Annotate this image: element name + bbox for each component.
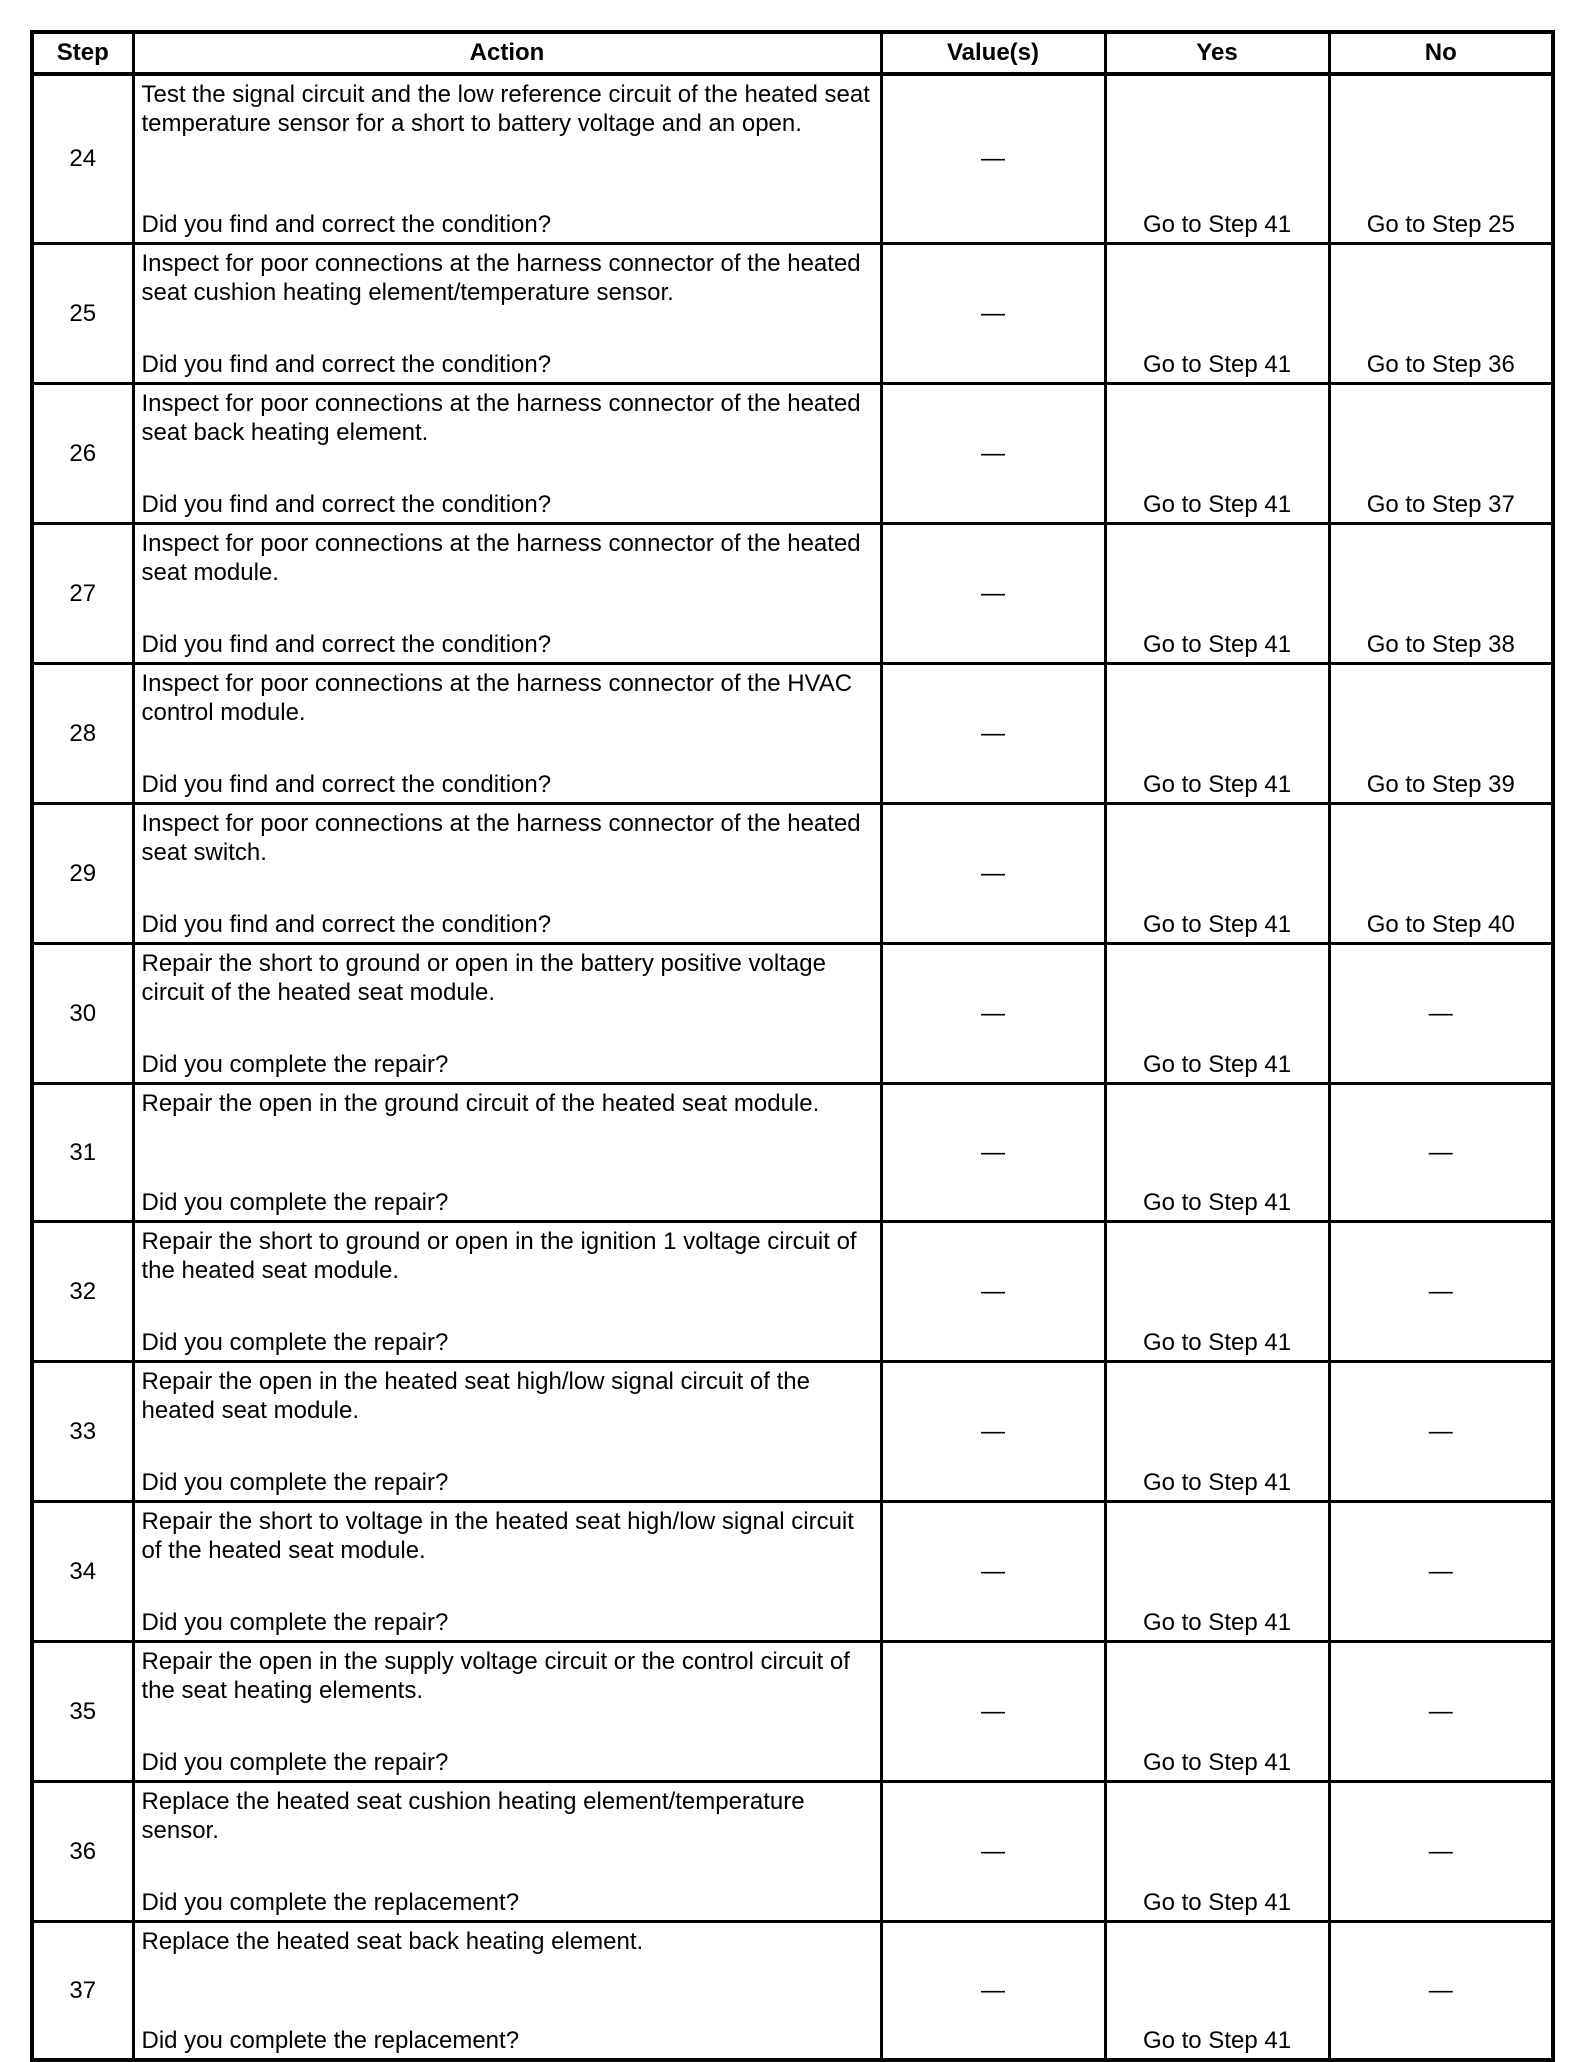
action-text: Repair the short to voltage in the heated seat high/low signal circuit of the heated seat module.	[141, 1508, 854, 1564]
table-row	[32, 1642, 1553, 1782]
action-question: Did you find and correct the condition?	[141, 771, 552, 798]
value-cell: —	[881, 524, 1105, 664]
yes-goto: Go to Step 41	[1142, 1329, 1292, 1356]
yes-cell	[1105, 1222, 1329, 1362]
action-question: Did you complete the repair?	[141, 1051, 449, 1078]
no-cell: —	[1329, 1084, 1553, 1222]
action-text: Test the signal circuit and the low reference circuit of the heated seat temperature sensor for a short to battery voltage and an open.	[141, 81, 870, 137]
yes-cell	[1105, 664, 1329, 804]
step-number: 29	[32, 804, 133, 944]
table-row	[32, 1502, 1553, 1642]
step-number: 35	[32, 1642, 133, 1782]
no-cell	[1329, 384, 1553, 524]
no-goto: Go to Step 37	[1366, 491, 1515, 518]
no-goto: Go to Step 38	[1366, 631, 1515, 658]
header-no: No	[1329, 32, 1553, 74]
value-cell: —	[881, 664, 1105, 804]
no-goto: Go to Step 25	[1366, 211, 1515, 238]
action-question: Did you find and correct the condition?	[141, 351, 552, 378]
value-cell: —	[881, 944, 1105, 1084]
value-cell: —	[881, 1222, 1105, 1362]
action-cell	[133, 1922, 881, 2061]
value-cell: —	[881, 1782, 1105, 1922]
yes-cell	[1105, 1782, 1329, 1922]
action-cell	[133, 1642, 881, 1782]
yes-cell	[1105, 1922, 1329, 2061]
step-number: 30	[32, 944, 133, 1084]
action-cell	[133, 664, 881, 804]
table-row	[32, 74, 1553, 244]
no-goto: Go to Step 36	[1366, 351, 1515, 378]
yes-goto: Go to Step 41	[1142, 211, 1292, 238]
action-question: Did you find and correct the condition?	[141, 911, 552, 938]
yes-goto: Go to Step 41	[1142, 631, 1292, 658]
action-cell	[133, 944, 881, 1084]
step-number: 37	[32, 1922, 133, 2061]
action-text: Inspect for poor connections at the harness connector of the heated seat switch.	[141, 810, 861, 866]
value-cell: —	[881, 1922, 1105, 2061]
no-cell	[1329, 524, 1553, 664]
action-question: Did you complete the replacement?	[141, 1889, 520, 1916]
no-cell	[1329, 74, 1553, 244]
action-text: Repair the open in the supply voltage circuit or the control circuit of the seat heating elements.	[141, 1648, 850, 1704]
step-number: 27	[32, 524, 133, 664]
action-question: Did you find and correct the condition?	[141, 491, 552, 518]
no-cell: —	[1329, 1922, 1553, 2061]
yes-cell	[1105, 1362, 1329, 1502]
value-cell: —	[881, 1642, 1105, 1782]
yes-goto: Go to Step 41	[1142, 1051, 1292, 1078]
header-values: Value(s)	[881, 32, 1105, 74]
action-cell	[133, 524, 881, 664]
table-row	[32, 1922, 1553, 2061]
step-number: 33	[32, 1362, 133, 1502]
action-question: Did you complete the repair?	[141, 1329, 449, 1356]
step-number: 24	[32, 74, 133, 244]
no-goto: Go to Step 40	[1366, 911, 1515, 938]
table-row	[32, 524, 1553, 664]
action-text: Repair the short to ground or open in the ignition 1 voltage circuit of the heated seat module.	[141, 1228, 857, 1284]
value-cell: —	[881, 1502, 1105, 1642]
action-cell	[133, 384, 881, 524]
yes-cell	[1105, 944, 1329, 1084]
action-text: Repair the open in the heated seat high/low signal circuit of the heated seat module.	[141, 1368, 810, 1424]
table-row	[32, 1084, 1553, 1222]
action-text: Inspect for poor connections at the harness connector of the HVAC control module.	[141, 670, 853, 726]
step-number: 31	[32, 1084, 133, 1222]
step-number: 34	[32, 1502, 133, 1642]
table-row	[32, 1222, 1553, 1362]
action-cell	[133, 1782, 881, 1922]
header-action: Action	[133, 32, 881, 74]
action-text: Repair the short to ground or open in the battery positive voltage circuit of the heated seat module.	[141, 950, 826, 1006]
table-row	[32, 664, 1553, 804]
yes-cell	[1105, 1642, 1329, 1782]
no-cell	[1329, 244, 1553, 384]
action-text: Inspect for poor connections at the harness connector of the heated seat module.	[141, 530, 861, 586]
no-goto: Go to Step 39	[1366, 771, 1515, 798]
yes-cell	[1105, 804, 1329, 944]
yes-cell	[1105, 74, 1329, 244]
no-cell	[1329, 664, 1553, 804]
value-cell: —	[881, 1362, 1105, 1502]
table-row	[32, 244, 1553, 384]
action-question: Did you complete the repair?	[141, 1749, 449, 1776]
header-row	[32, 32, 1553, 74]
yes-goto: Go to Step 41	[1142, 1609, 1292, 1636]
action-cell	[133, 1084, 881, 1222]
action-text: Replace the heated seat back heating element.	[141, 1928, 644, 1955]
no-cell	[1329, 804, 1553, 944]
step-number: 28	[32, 664, 133, 804]
header-step: Step	[32, 32, 133, 74]
action-question: Did you complete the repair?	[141, 1609, 449, 1636]
value-cell: —	[881, 244, 1105, 384]
yes-goto: Go to Step 41	[1142, 2027, 1292, 2054]
action-question: Did you complete the repair?	[141, 1189, 449, 1216]
table-row	[32, 944, 1553, 1084]
action-question: Did you complete the replacement?	[141, 2027, 520, 2054]
table-row	[32, 804, 1553, 944]
step-number: 26	[32, 384, 133, 524]
table-row	[32, 1782, 1553, 1922]
value-cell: —	[881, 74, 1105, 244]
action-cell	[133, 74, 881, 244]
value-cell: —	[881, 804, 1105, 944]
action-text: Replace the heated seat cushion heating element/temperature sensor.	[141, 1788, 805, 1844]
yes-goto: Go to Step 41	[1142, 351, 1292, 378]
diagnostic-table	[30, 30, 1555, 2062]
value-cell: —	[881, 1084, 1105, 1222]
action-text: Inspect for poor connections at the harness connector of the heated seat cushion heating element/temperature sensor.	[141, 250, 861, 306]
action-question: Did you find and correct the condition?	[141, 631, 552, 658]
no-cell: —	[1329, 1222, 1553, 1362]
no-cell: —	[1329, 1642, 1553, 1782]
yes-goto: Go to Step 41	[1142, 1469, 1292, 1496]
action-cell	[133, 1222, 881, 1362]
yes-goto: Go to Step 41	[1142, 911, 1292, 938]
yes-goto: Go to Step 41	[1142, 1189, 1292, 1216]
yes-cell	[1105, 1084, 1329, 1222]
action-cell	[133, 1502, 881, 1642]
yes-cell	[1105, 1502, 1329, 1642]
no-cell: —	[1329, 1362, 1553, 1502]
yes-goto: Go to Step 41	[1142, 771, 1292, 798]
yes-cell	[1105, 524, 1329, 664]
action-cell	[133, 244, 881, 384]
action-cell	[133, 1362, 881, 1502]
no-cell: —	[1329, 1502, 1553, 1642]
yes-cell	[1105, 384, 1329, 524]
yes-goto: Go to Step 41	[1142, 491, 1292, 518]
step-number: 36	[32, 1782, 133, 1922]
table-row	[32, 384, 1553, 524]
value-cell: —	[881, 384, 1105, 524]
action-text: Inspect for poor connections at the harness connector of the heated seat back heating element.	[141, 390, 861, 446]
no-cell: —	[1329, 944, 1553, 1084]
yes-goto: Go to Step 41	[1142, 1889, 1292, 1916]
step-number: 32	[32, 1222, 133, 1362]
action-text: Repair the open in the ground circuit of the heated seat module.	[141, 1090, 820, 1117]
action-cell	[133, 804, 881, 944]
yes-goto: Go to Step 41	[1142, 1749, 1292, 1776]
action-question: Did you find and correct the condition?	[141, 211, 552, 238]
action-question: Did you complete the repair?	[141, 1469, 449, 1496]
step-number: 25	[32, 244, 133, 384]
table-row	[32, 1362, 1553, 1502]
header-yes: Yes	[1105, 32, 1329, 74]
no-cell: —	[1329, 1782, 1553, 1922]
yes-cell	[1105, 244, 1329, 384]
